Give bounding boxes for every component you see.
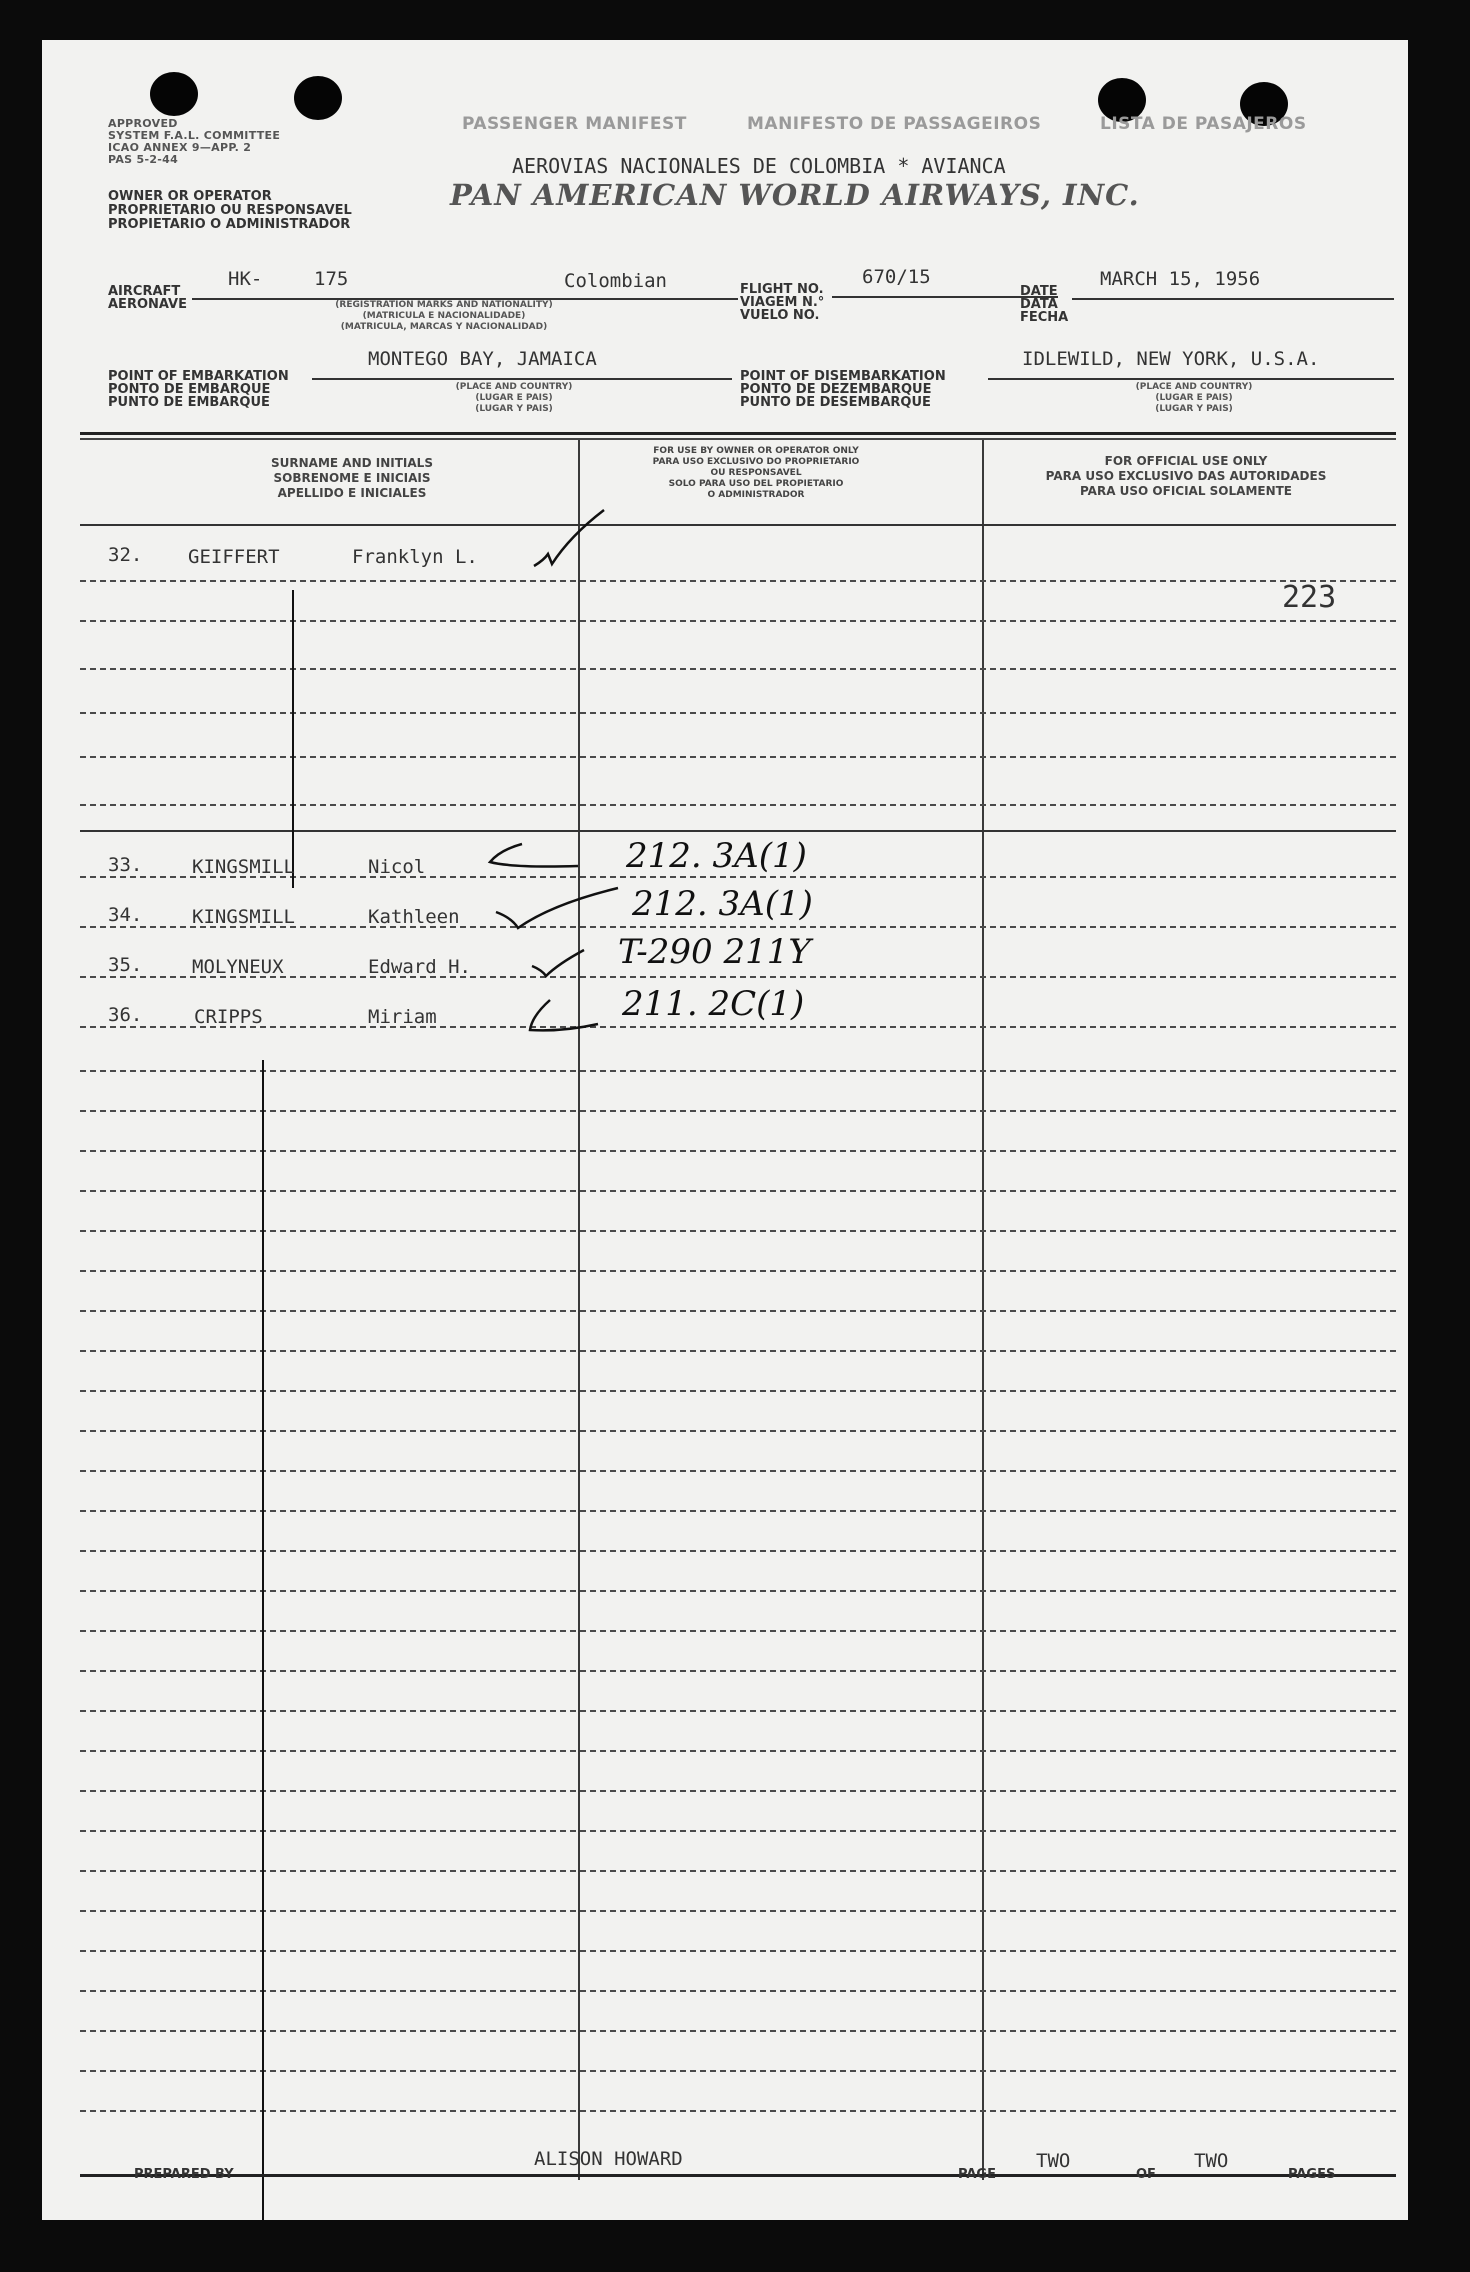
check-mark-icon [482,840,582,880]
column-header-official-use: FOR OFFICIAL USE ONLY PARA USO EXCLUSIVO DAS AUTORIDADES PARA USO OFICIAL SOLAMENTE [1045,454,1327,498]
punch-hole [150,72,198,116]
ruled-line [80,1870,1396,1872]
bracket-line [292,590,294,888]
punch-hole [294,76,342,120]
embarkation-sublabel: (PLACE AND COUNTRY) (LUGAR E PAIS) (LUGAR Y PAIS) [455,382,573,414]
check-mark-icon [530,506,610,576]
column-header-owner-use: FOR USE BY OWNER OR OPERATOR ONLY PARA USO EXCLUSIVO DO PROPRIETARIO OU RESPONSAVEL SOLO PARA USO DEL PROPIETARIO O ADMINISTRADOR [652,446,860,500]
ruled-line [80,1150,1396,1152]
ruled-line [80,756,1396,758]
ruled-line [80,2030,1396,2032]
ruled-line [80,580,1396,582]
ruled-line [80,620,1396,622]
passenger-surname: MOLYNEUX [192,956,284,978]
passenger-surname: KINGSMILL [192,856,295,878]
title-portuguese: MANIFESTO DE PASSAGEIROS [747,114,1042,134]
ruled-line [80,1430,1396,1432]
embarkation-value: MONTEGO BAY, JAMAICA [368,348,597,370]
title-spanish: LISTA DE PASAJEROS [1100,114,1307,134]
column-header-names: SURNAME AND INITIALS SOBRENOME E INICIAIS APELLIDO E INICIALES [271,456,433,500]
footer-rule [80,2174,1396,2177]
ruled-line [80,804,1396,806]
ruled-line [80,1270,1396,1272]
passenger-number: 36. [108,1004,143,1026]
passenger-given-name: Edward H. [368,956,471,978]
ruled-line [80,2110,1396,2112]
official-note: 223 [1282,580,1337,615]
embarkation-underline [312,378,732,380]
embarkation-label: POINT OF EMBARKATION PONTO DE EMBARQUE PUNTO DE EMBARQUE [108,369,289,410]
ruled-line [80,1390,1396,1392]
ruled-line [80,712,1396,714]
prepared-by-value: ALISON HOWARD [534,2148,683,2170]
operator-typed: AEROVIAS NACIONALES DE COLOMBIA * AVIANCA [512,154,1006,178]
aircraft-nationality: Colombian [564,270,667,292]
disembarkation-underline [988,378,1394,380]
prepared-by-label: PREPARED BY [134,2167,234,2182]
date-value: MARCH 15, 1956 [1100,268,1261,290]
ruled-line [80,524,1396,526]
aircraft-sublabel: (REGISTRATION MARKS AND NATIONALITY) (MATRICULA E NACIONALIDADE) (MATRICULA, MARCAS Y NACIONALIDAD) [335,300,553,332]
disembarkation-value: IDLEWILD, NEW YORK, U.S.A. [1022,348,1320,370]
table-top-rule-2 [80,438,1396,440]
title-english: PASSENGER MANIFEST [462,114,687,134]
date-label: DATE DATA FECHA [1020,284,1069,325]
flight-label: FLIGHT NO. VIAGEM N.° VUELO NO. [740,282,825,323]
check-mark-icon [492,884,622,934]
passenger-surname: CRIPPS [194,1006,263,1028]
ruled-line [80,1310,1396,1312]
passenger-given-name: Franklyn L. [352,546,478,568]
flight-number: 670/15 [862,266,931,288]
passenger-given-name: Kathleen [368,906,460,928]
ruled-line [80,2070,1396,2072]
ruled-line [80,1790,1396,1792]
ruled-line [80,1990,1396,1992]
ruled-line [80,1630,1396,1632]
operator-printed: PAN AMERICAN WORLD AIRWAYS, INC. [450,178,1140,212]
ruled-line [80,1026,1396,1028]
disembarkation-sublabel: (PLACE AND COUNTRY) (LUGAR E PAIS) (LUGAR Y PAIS) [1135,382,1253,414]
total-pages-value: TWO [1194,2150,1229,2172]
ruled-line [80,1950,1396,1952]
passenger-given-name: Nicol [368,856,426,878]
bracket-line [262,1060,264,2220]
passenger-number: 35. [108,954,143,976]
ruled-line [80,1230,1396,1232]
ruled-line [80,1110,1396,1112]
passenger-number: 34. [108,904,143,926]
ruled-line [80,1350,1396,1352]
owner-note: T-290 211Y [618,932,811,972]
ruled-line [80,1190,1396,1192]
page-value: TWO [1036,2150,1071,2172]
ruled-line [80,1830,1396,1832]
aircraft-prefix: HK- [228,268,263,290]
aircraft-number: 175 [314,268,349,290]
ruled-line [80,1910,1396,1912]
ruled-line [80,1710,1396,1712]
ruled-line [80,1750,1396,1752]
aircraft-label: AIRCRAFT AERONAVE [108,284,188,312]
ruled-line [80,830,1396,832]
date-underline [1072,298,1394,300]
ruled-line [80,1510,1396,1512]
page-label: PAGE [958,2167,996,2182]
passenger-surname: KINGSMILL [192,906,295,928]
disembarkation-label: POINT OF DISEMBARKATION PONTO DE DEZEMBARQUE PUNTO DE DESEMBARQUE [740,369,946,410]
passenger-given-name: Miriam [368,1006,437,1028]
ruled-line [80,1590,1396,1592]
passenger-surname: GEIFFERT [188,546,280,568]
ruled-line [80,1070,1396,1072]
check-mark-icon [528,946,588,980]
ruled-line [80,668,1396,670]
passenger-number: 33. [108,854,143,876]
ruled-line [80,1550,1396,1552]
passenger-number: 32. [108,544,143,566]
pages-label: PAGES [1288,2167,1336,2182]
ruled-line [80,1470,1396,1472]
owner-note: 212. 3A(1) [632,884,813,924]
owner-operator-label: OWNER OR OPERATOR PROPRIETARIO OU RESPONSAVEL PROPIETARIO O ADMINISTRADOR [108,189,352,232]
ruled-line [80,1670,1396,1672]
of-label: OF [1136,2167,1156,2182]
check-mark-icon [522,996,602,1040]
approval-block: APPROVED SYSTEM F.A.L. COMMITTEE ICAO ANNEX 9—APP. 2 PAS 5-2-44 [108,117,281,166]
owner-note: 211. 2C(1) [622,984,805,1024]
owner-note: 212. 3A(1) [626,836,807,876]
manifest-sheet [42,40,1408,2220]
table-top-rule [80,432,1396,435]
